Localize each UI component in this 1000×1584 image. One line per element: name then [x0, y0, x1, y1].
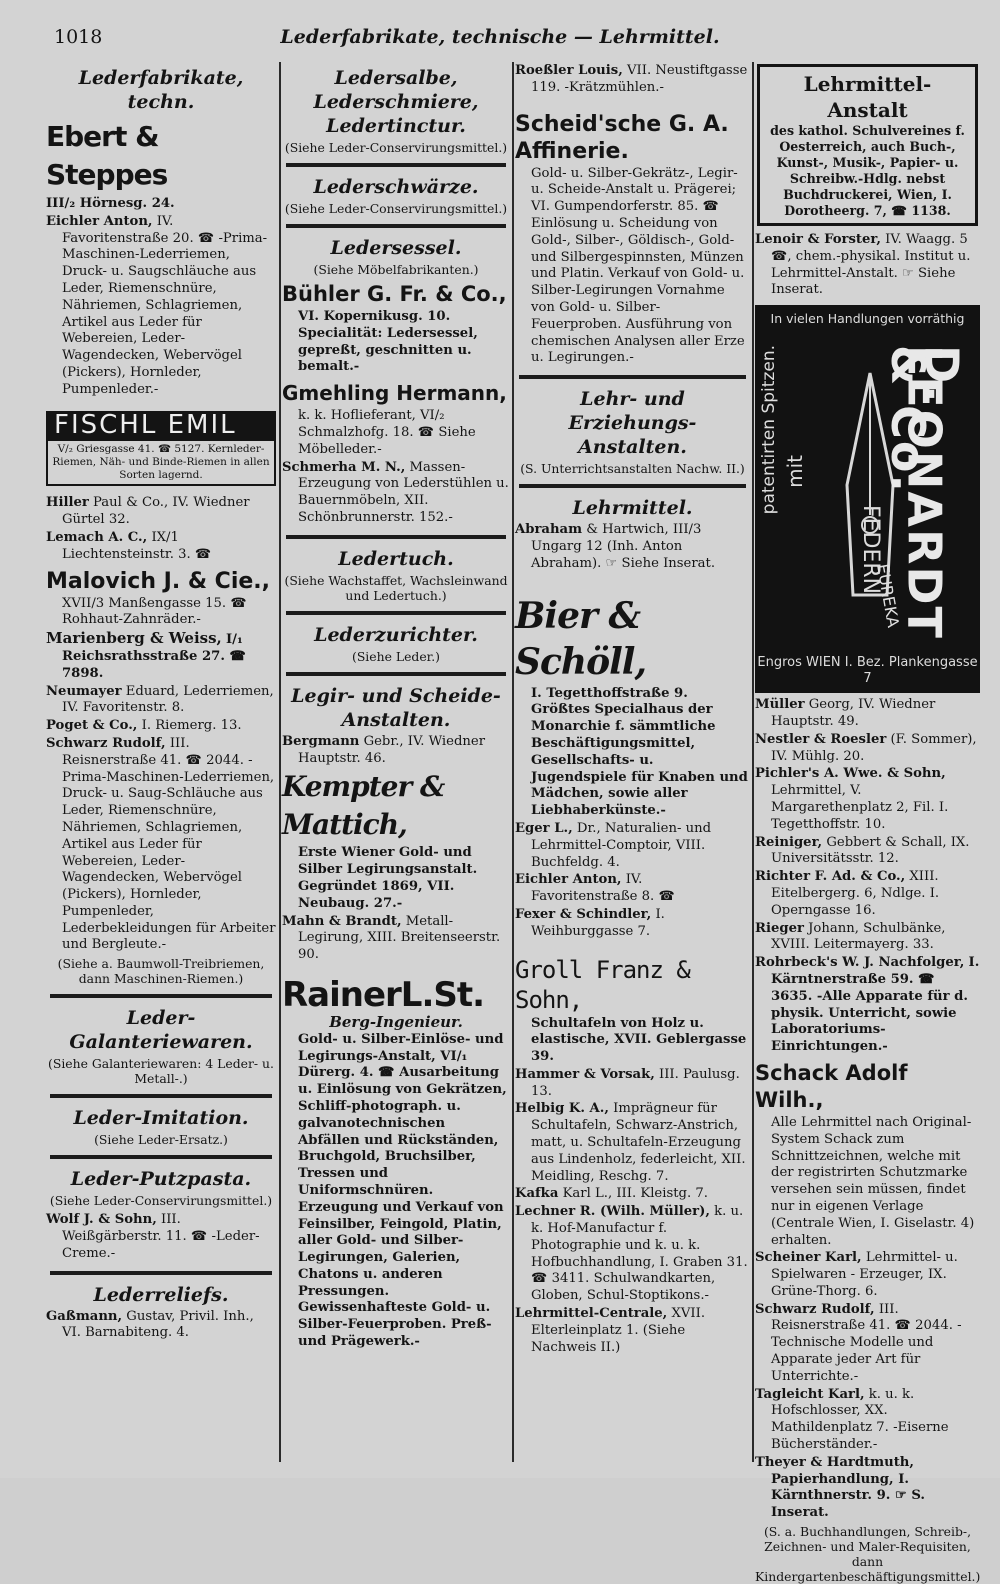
- section-heading: Lederzurichter.: [314, 623, 478, 646]
- entry-name: Tagleicht Karl,: [755, 1386, 865, 1402]
- leonardt-pen-advert: [755, 305, 980, 693]
- entry-text: Gebbert & Schall, IX. Universitätsstr. 12.: [771, 834, 970, 867]
- see-reference: (Siehe Galanteriewaren: 4 Leder- u. Metall-.): [48, 1056, 274, 1087]
- entry-name: Kafka: [515, 1186, 559, 1202]
- directory-entry: [46, 530, 276, 564]
- directory-entry: [46, 214, 276, 399]
- advert-brand: D. LEONARDT & Co.: [880, 345, 969, 641]
- entry-text: k. u. k. Hofschlosser, XX. Mathildenplatz 7. -Eiserne Bücherständer.-: [771, 1386, 949, 1453]
- directory-entry: [755, 232, 980, 299]
- directory-entry: [515, 907, 750, 941]
- entry-name: Roeßler Louis,: [515, 63, 623, 78]
- column-3: [515, 62, 750, 1462]
- see-reference: (Siehe Leder-Ersatz.): [94, 1132, 228, 1148]
- entry-text: Metall-Legirung, XIII. Breitenseerstr. 90.: [298, 913, 501, 963]
- entry-name: Kempter & Mattich,: [282, 770, 445, 842]
- advert-top-text: In vielen Handlungen vorräthig: [770, 311, 965, 327]
- entry-text: III. Reisnerstraße 41. ☎ 2044. -Technische Modelle und Apparate jeder Art für Unterrichte.-: [771, 1301, 962, 1384]
- directory-entry: [515, 1204, 750, 1305]
- advert-title: Lehrmittel-Anstalt: [803, 72, 932, 122]
- see-reference: (Siehe Leder-Conservirungsmittel.): [49, 1193, 273, 1209]
- section-rule: [286, 672, 506, 676]
- entry-text: I. Riemerg. 13.: [141, 718, 242, 734]
- section-heading: Leder-Imitation.: [73, 1107, 249, 1130]
- entry-text: Gebr., IV. Wiedner Hauptstr. 46.: [298, 733, 486, 766]
- entry-text: I/₁ Reichsrathsstraße 27. ☎ 7898.: [62, 632, 246, 681]
- entry-text: I. Kärntnerstraße 59. ☎ 3635. -Alle Apparate für d. physik. Unterricht, sowie Laboratoriums-Einrichtungen.-: [771, 955, 980, 1055]
- entry-text: Gustav, Privil. Inh., VI. Barnabiteng. 4.: [62, 1308, 254, 1341]
- entry-text: VI. Kopernikusg. 10. Specialität: Ledersessel, gepreßt, geschnitten u. bemalt.-: [298, 309, 478, 375]
- entry-name: Scheid'sche G. A. Affinerie.: [515, 111, 729, 164]
- entry-text: Karl L., III. Kleistg. 7.: [562, 1186, 708, 1202]
- directory-entry: [755, 697, 980, 731]
- entry-text: Massen-Erzeugung von Lederstühlen u. Bauernmöbeln, XII. Schönbrunnerstr. 152.-: [298, 459, 509, 525]
- entry-subtitle: Berg-Ingenieur.: [329, 1012, 463, 1031]
- entry-text: IV. Favoritenstraße 20. ☎ -Prima-Maschinen-Lederriemen, Druck- u. Saugschläuche aus Leder, Riemenschnüre, Nähriemen, Schlagriemen, Artikel aus Leder für Webereien, Leder-Wagendecken, Webervögel (Pickers), Hornleder, Pumpenleder.-: [62, 213, 268, 397]
- entry-name: Theyer & Hardtmuth,: [755, 1454, 914, 1470]
- advert-nib-text: EUREKA: [873, 562, 903, 630]
- directory-entry: [46, 630, 276, 682]
- directory-entry: [46, 1309, 276, 1343]
- directory-entry: [515, 63, 750, 97]
- directory-entry: [755, 732, 980, 766]
- section-heading: Leder-Galanteriewaren.: [69, 1007, 253, 1054]
- entry-text: XVII. Elterleinplatz 1. (Siehe Nachweis II.): [531, 1306, 706, 1355]
- directory-entry: [755, 1250, 980, 1300]
- see-reference: (S. Unterrichtsanstalten Nachw. II.): [520, 461, 745, 477]
- entry-text: I. Tegetthoffstraße 9. Größtes Specialhaus der Monarchie f. sämmtliche Beschäftigungsmittel, Gesellschafts- u. Jugendspiele für Knaben und Mädchen, sowie aller Liebhaberkünste.-: [531, 685, 748, 819]
- directory-entry: [46, 495, 276, 529]
- entry-name: Lehrmittel-Centrale,: [515, 1306, 668, 1322]
- entry-name: Gmehling Hermann,: [282, 381, 507, 406]
- entry-text: Gold- u. Silber-Einlöse- und Legirungs-Anstalt, VI/₁ Dürerg. 4. ☎ Ausarbeitung u. Einlösung von Gekrätzen, Schliff-photograph. u. galvanotechnischen Abfällen und Rückständen, Bruchgold, Bruchsilber, Tressen und Uniformschnüren. Erzeugung und Verkauf von Feinsilber, Feingold, Platin, aller Gold- und Silber-Legirungen, Galerien, Chatons u. anderen Pressungen. Gewissenhafteste Gold- u. Silber-Feuerproben. Preß- und Prägewerk.-: [298, 1031, 507, 1350]
- entry-text: Alle Lehrmittel nach Original-System Schack zum Schnittzeichnen, welche mit der registrirten Schutzmarke versehen sein müssen, findet nur in eigenen Verlage (Centrale Wien, I. Giselastr. 4) erhalten.: [771, 1114, 975, 1248]
- fischl-advert-text: V/₂ Griesgasse 41. ☎ 5127. Kernleder-Riemen, Näh- und Binde-Riemen in allen Sorten lagernd.: [46, 439, 276, 486]
- section-rule: [519, 484, 746, 488]
- directory-entry: [515, 1306, 750, 1356]
- entry-name: Hiller: [46, 495, 89, 511]
- entry-name: Rieger: [755, 920, 804, 936]
- entry-text: III. Paulusg. 13.: [531, 1066, 740, 1099]
- directory-entry: [755, 1302, 980, 1386]
- entry-text: k. u. k. Hof-Manufactur f. Photographie und k. u. k. Hofbuchhandlung, I. Graben 31. ☎ 3411. Schulwandkarten, Globen, Schul-Stoptikons.-: [531, 1204, 748, 1304]
- directory-entry: [46, 684, 276, 718]
- entry-name: Eger L.,: [515, 820, 573, 836]
- entry-name: Wolf J. & Sohn,: [46, 1212, 157, 1228]
- entry-name: Schwarz Rudolf,: [46, 735, 166, 751]
- section-rule: [50, 1155, 272, 1159]
- entry-name: Schack Adolf Wilh.,: [755, 1060, 908, 1112]
- see-reference: (Siehe Leder.): [351, 648, 441, 664]
- entry-name: Lemach A. C.,: [46, 529, 148, 545]
- directory-entry: [46, 736, 276, 954]
- entry-text: VII. Neustiftgasse 119. -Krätzmühlen.-: [531, 63, 748, 95]
- see-reference: (Siehe a. Baumwoll-Treibriemen, dann Maschinen-Riemen.): [57, 956, 265, 987]
- column-4: [755, 62, 981, 1584]
- entry-name: Eichler Anton,: [515, 872, 622, 888]
- directory-entry: [515, 1101, 750, 1185]
- section-heading: Ledersessel.: [330, 237, 462, 259]
- entry-text: III/₂ Hörnesg. 24.: [46, 196, 175, 211]
- entry-name: Neumayer: [46, 683, 122, 699]
- entry-name: Malovich J. & Cie.,: [46, 568, 271, 594]
- directory-entry: [282, 460, 510, 527]
- directory-entry: [755, 869, 980, 919]
- entry-text: (F. Sommer), IV. Mühlg. 20.: [771, 731, 977, 764]
- directory-entry: [515, 1067, 750, 1101]
- entry-text: Lehrmittel, V. Margarethenplatz 2, Fil. I. Tegetthoffstr. 10.: [771, 783, 949, 832]
- fischl-advert-title: FISCHL EMIL: [46, 411, 276, 440]
- directory-entry: [755, 766, 980, 833]
- entry-text: Gold- u. Silber-Gekrätz-, Legir- u. Scheide-Anstalt u. Prägerei; VI. Gumpendorferstr. 85. ☎ Einlösung u. Scheidung von Gold-, Silber-, Göldisch-, Gold- und Silbergespinnsten, Münzen und Platin. Verkauf von Gold- u. Silber-Legirungen Vornahme von Gold- u. Silber-Feuerproben. Ausführung von chemischen Analysen aller Erze u. Legirungen.-: [531, 165, 745, 366]
- section-heading: Leder-Putzpasta.: [70, 1168, 252, 1191]
- entry-text: Lehrmittel- u. Spielwaren - Erzeuger, IX. Grüne-Thorg. 6.: [771, 1250, 958, 1299]
- entry-text: IV. Favoritenstraße 8. ☎: [531, 872, 675, 905]
- section-rule: [286, 535, 506, 539]
- advert-side-text: patentirten Spitzen.: [759, 345, 779, 515]
- entry-text: IX/1 Liechtensteinstr. 3. ☎: [62, 529, 212, 562]
- column-divider: [512, 62, 514, 1462]
- column-1: [46, 62, 276, 1462]
- section-rule: [286, 224, 506, 228]
- entry-text: III. Reisnerstraße 41. ☎ 2044. -Prima-Maschinen-Lederriemen, Druck- u. Saug-Schläuche aus Leder, Riemenschnüre, Nähriemen, Schlagriemen, Artikel aus Leder für Webereien, Leder-Wagendecken, Webervögel (Pickers), Hornleder, Pumpenleder, Lederbekleidungen für Arbeiter und Bergleute.-: [62, 735, 276, 953]
- directory-entry: [515, 522, 750, 572]
- see-reference: (Siehe Wachstaffet, Wachsleinwand und Ledertuch.): [284, 572, 508, 603]
- entry-name: Groll Franz & Sohn,: [515, 955, 690, 1014]
- lehrmittel-anstalt-advert: [757, 64, 978, 226]
- entry-name: Gaßmann,: [46, 1308, 123, 1324]
- see-reference: (Siehe Möbelfabrikanten.): [313, 262, 479, 277]
- section-heading: Lederfabrikate, techn.: [78, 67, 244, 113]
- directory-entry: [755, 955, 980, 1056]
- section-heading: Lehrmittel.: [572, 497, 693, 520]
- see-reference: (S. a. Buchhandlungen, Schreib-, Zeichnen- und Maler-Requisiten, dann Kindergartenbeschäftigungsmittel.): [755, 1524, 981, 1584]
- entry-text: XVII/3 Manßengasse 15. ☎ Rohhaut-Zahnräder.-: [62, 595, 247, 628]
- entry-name: Helbig K. A.,: [515, 1101, 609, 1117]
- directory-entry: [46, 718, 276, 735]
- advert-side-text: mit: [783, 455, 807, 489]
- entry-name: Nestler & Roesler: [755, 731, 887, 747]
- entry-name: Lechner R. (Wilh. Müller),: [515, 1204, 710, 1220]
- entry-name: Eichler Anton,: [46, 213, 153, 229]
- entry-name: Müller: [755, 697, 805, 713]
- entry-name: Richter F. Ad. & Co.,: [755, 869, 906, 885]
- entry-text: Papierhandlung, I. Kärnthnerstr. 9. ☞ S. Inserat.: [771, 1471, 925, 1521]
- entry-text: Georg, IV. Wiedner Hauptstr. 49.: [771, 697, 936, 729]
- page-number: 1018: [54, 26, 103, 48]
- directory-entry: [282, 914, 510, 964]
- entry-text: Eduard, Lederriemen, IV. Favoritenstr. 8.: [62, 683, 274, 716]
- entry-text: Paul & Co., IV. Wiedner Gürtel 32.: [62, 495, 250, 528]
- entry-name: Rohrbeck's W. J. Nachfolger,: [755, 955, 965, 971]
- directory-entry: [755, 1455, 980, 1522]
- entry-name: Schmerha M. N.,: [282, 459, 406, 475]
- advert-engros-text: Engros WIEN I. Bez. Plankengasse 7: [757, 655, 978, 687]
- entry-name: Bergmann: [282, 733, 360, 749]
- entry-text: III. Weißgärberstr. 11. ☎ -Leder-Creme.-: [62, 1212, 260, 1261]
- directory-entry: [755, 835, 980, 869]
- entry-text: & Hartwich, III/3 Ungarg 12 (Inh. Anton Abraham). ☞ Siehe Inserat.: [531, 522, 716, 571]
- section-heading: Lederschwärze.: [313, 176, 479, 198]
- entry-name: Reiniger,: [755, 834, 823, 850]
- section-rule: [286, 163, 506, 167]
- entry-text: Erste Wiener Gold- und Silber Legirungsanstalt. Gegründet 1869, VII. Neubaug. 27.-: [298, 845, 478, 911]
- section-heading: Ledersalbe, Lederschmiere, Ledertinctur.: [313, 67, 479, 137]
- section-heading: Legir- und Scheide-Anstalten.: [291, 684, 501, 731]
- entry-text: Johann, Schulbänke, XVIII. Leitermayerg. 33.: [771, 920, 946, 953]
- directory-entry: [515, 872, 750, 906]
- entry-name: Bühler G. Fr. & Co.,: [282, 282, 507, 306]
- column-divider: [752, 62, 754, 1462]
- entry-text: Schultafeln von Holz u. elastische, XVII. Geblergasse 39.: [531, 1015, 747, 1065]
- section-heading: Ledertuch.: [338, 547, 454, 570]
- see-reference: (Siehe Leder-Conservirungsmittel.): [284, 140, 508, 155]
- section-rule: [286, 611, 506, 615]
- advert-side-text: FEDERN: [857, 505, 883, 595]
- entry-name: Abraham: [515, 522, 583, 538]
- entry-text: XIII. Eitelbergerg. 6, Ndlge. I. Operngasse 16.: [771, 869, 940, 918]
- directory-entry: [755, 1387, 980, 1454]
- entry-name: Bier & Schöll,: [515, 594, 646, 683]
- entry-name: Mahn & Brandt,: [282, 913, 402, 929]
- entry-text: k. k. Hoflieferant, VI/₂ Schmalzhofg. 18. ☎ Siehe Möbelleder.-: [298, 408, 476, 457]
- section-rule: [50, 1271, 272, 1275]
- entry-name: Marienberg & Weiss,: [46, 629, 222, 648]
- directory-entry: [46, 1212, 276, 1262]
- entry-text: Imprägneur für Schultafeln, Schwarz-Anstrich, matt, u. Schultafeln-Erzeugung aus Lindenholz, federleicht, XII. Meidling, Reschg. 7.: [531, 1101, 746, 1184]
- entry-name: Schwarz Rudolf,: [755, 1301, 875, 1317]
- directory-entry: [282, 734, 510, 768]
- entry-text: I. Weihburggasse 7.: [531, 906, 665, 939]
- section-rule: [519, 375, 746, 379]
- page-header: [0, 0, 1000, 52]
- entry-text: IV. Waagg. 5 ☎, chem.-physikal. Institut u. Lehrmittel-Anstalt. ☞ Siehe Inserat.: [771, 232, 971, 298]
- entry-name: Lenoir & Forster,: [755, 232, 881, 247]
- entry-name: RainerL.St.: [282, 974, 485, 1015]
- entry-name: Ebert & Steppes: [46, 120, 168, 191]
- section-rule: [50, 1094, 272, 1098]
- entry-name: Pichler's A. Wwe. & Sohn,: [755, 766, 946, 782]
- advert-text: des kathol. Schulvereines f. Oesterreich, auch Buch-, Kunst-, Musik-, Papier- u. Schreibw.-Hdlg. nebst Buchdruckerei, Wien, I. Dorotheerg. 7, ☎ 1138.: [770, 123, 965, 218]
- directory-entry: [515, 821, 750, 871]
- entry-name: Poget & Co.,: [46, 718, 138, 734]
- column-divider: [279, 62, 281, 1462]
- entry-name: Scheiner Karl,: [755, 1250, 862, 1266]
- directory-entry: [755, 921, 980, 955]
- see-reference: (Siehe Leder-Conservirungsmittel.): [284, 201, 508, 216]
- entry-name: Fexer & Schindler,: [515, 906, 652, 922]
- section-heading: Lederreliefs.: [93, 1283, 229, 1306]
- entry-name: Hammer & Vorsak,: [515, 1066, 655, 1082]
- directory-entry: [515, 1186, 750, 1203]
- column-2: [282, 62, 510, 1462]
- section-rule: [50, 994, 272, 998]
- entry-text: Dr., Naturalien- und Lehrmittel-Comptoir, VIII. Buchfeldg. 4.: [531, 820, 712, 870]
- page-title: Lederfabrikate, technische — Lehrmittel.: [280, 26, 720, 48]
- section-heading: Lehr- und Erziehungs-Anstalten.: [568, 388, 697, 459]
